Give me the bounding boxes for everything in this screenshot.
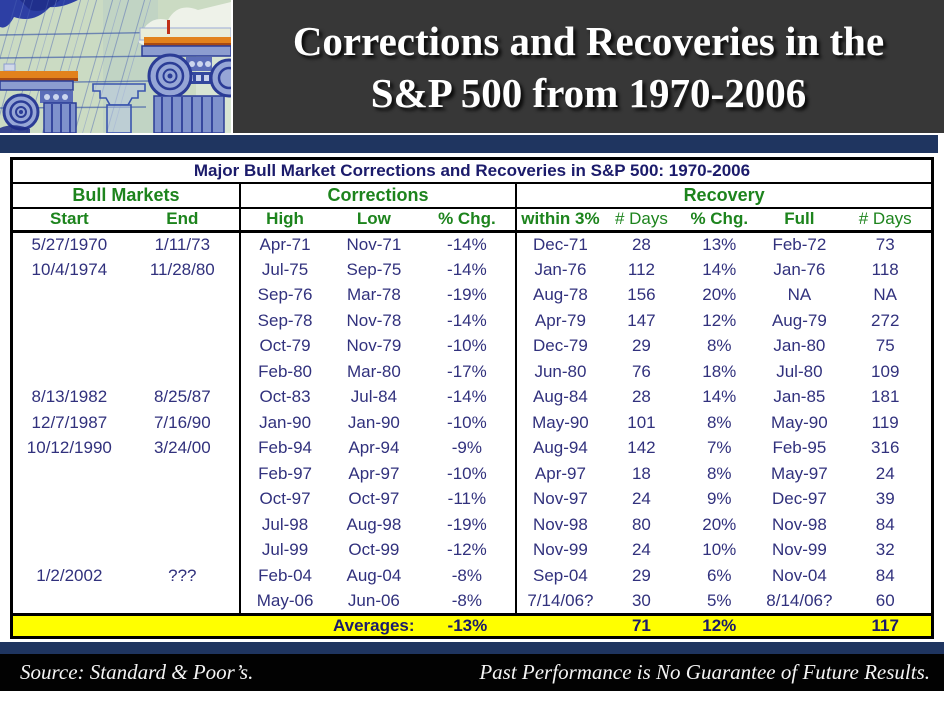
table-cell: 11/28/80 bbox=[126, 257, 240, 283]
classical-columns-icon bbox=[0, 0, 231, 133]
table-cell: Aug-94 bbox=[533, 438, 588, 458]
table-cell: 14% bbox=[702, 387, 737, 407]
table-group-header-row bbox=[12, 183, 933, 208]
table-cell: 8% bbox=[706, 463, 732, 483]
table-cell: 8/14/06? bbox=[766, 590, 833, 610]
column-header: Full bbox=[759, 208, 839, 232]
table-cell: Jul-75 bbox=[261, 259, 309, 279]
table-cell bbox=[12, 512, 126, 538]
table-cell: 39 bbox=[875, 489, 895, 509]
table-cell: 60 bbox=[875, 590, 895, 610]
table-cell: 18% bbox=[702, 361, 737, 381]
table-cell bbox=[126, 487, 240, 513]
table-row bbox=[12, 589, 933, 615]
averages-cell: -13% bbox=[419, 614, 517, 637]
table-cell: -9% bbox=[419, 436, 517, 462]
table-cell: Jun-80 bbox=[534, 361, 587, 381]
table-cell: Feb-72 bbox=[772, 235, 827, 254]
table-cell: Nov-99 bbox=[533, 540, 588, 560]
table-cell: Nov-98 bbox=[533, 514, 588, 534]
table-cell: 147 bbox=[627, 310, 656, 330]
table-cell: May-06 bbox=[256, 590, 314, 610]
column-header: within 3% bbox=[516, 208, 603, 232]
table-cell: Nov-71 bbox=[346, 235, 402, 254]
table-cell: Dec-71 bbox=[533, 235, 588, 254]
table-cell: Jun-06 bbox=[347, 590, 400, 610]
averages-cell: 117 bbox=[839, 614, 932, 637]
table-cell: 156 bbox=[627, 285, 656, 305]
table-cell: -17% bbox=[419, 359, 517, 385]
table-cell: -14% bbox=[419, 257, 517, 283]
table-cell: 32 bbox=[875, 540, 895, 560]
table-cell: -14% bbox=[419, 232, 517, 258]
averages-cell: 71 bbox=[604, 614, 680, 637]
table-cell: Oct-97 bbox=[259, 489, 311, 509]
table-title-row bbox=[12, 159, 933, 183]
table-cell: -10% bbox=[419, 410, 517, 436]
table-cell: 12/7/1987 bbox=[31, 412, 108, 432]
table-row bbox=[12, 385, 933, 411]
table-row bbox=[12, 461, 933, 487]
column-header: High bbox=[240, 208, 329, 232]
table-cell bbox=[126, 359, 240, 385]
table-cell: 181 bbox=[871, 387, 900, 407]
table-cell: 29 bbox=[631, 336, 651, 356]
table-cell: -12% bbox=[419, 538, 517, 564]
table-row bbox=[12, 487, 933, 513]
table-cell: Jan-85 bbox=[773, 387, 826, 407]
table-cell: 76 bbox=[631, 361, 651, 381]
table-cell: 10/4/1974 bbox=[31, 259, 108, 279]
table-cell bbox=[12, 487, 126, 513]
table-cell bbox=[126, 283, 240, 309]
table-cell: 80 bbox=[631, 514, 651, 534]
table-cell: Dec-97 bbox=[771, 489, 827, 509]
group-header: Corrections bbox=[240, 183, 516, 208]
table-cell: 24 bbox=[875, 463, 895, 483]
table-cell: May-90 bbox=[532, 412, 589, 432]
table-cell: -19% bbox=[419, 512, 517, 538]
table-cell: Sep-76 bbox=[257, 285, 313, 305]
table-cell: Apr-79 bbox=[534, 310, 586, 330]
table-cell: Nov-98 bbox=[771, 514, 827, 534]
table-cell bbox=[126, 461, 240, 487]
table-cell bbox=[12, 589, 126, 615]
column-header: # Days bbox=[604, 208, 680, 232]
table-cell: 8/13/1982 bbox=[31, 387, 108, 407]
table-cell: 142 bbox=[627, 438, 656, 458]
averages-cell bbox=[516, 614, 603, 637]
table-cell: -14% bbox=[419, 385, 517, 411]
table-cell: Jan-90 bbox=[259, 412, 312, 432]
table-cell: Aug-79 bbox=[771, 310, 827, 330]
table-column-header-row bbox=[12, 208, 933, 232]
table-cell: 9% bbox=[706, 489, 732, 509]
table-cell: 6% bbox=[706, 565, 732, 585]
averages-cell bbox=[126, 614, 240, 637]
source-text: Source: Standard & Poor’s. bbox=[20, 659, 254, 684]
table-cell: 7% bbox=[706, 438, 732, 458]
table-cell: 10/12/1990 bbox=[26, 438, 112, 458]
table-cell: 12% bbox=[702, 310, 737, 330]
footer bbox=[0, 654, 944, 691]
table-cell: Nov-97 bbox=[533, 489, 588, 509]
table-cell: 20% bbox=[702, 285, 737, 305]
column-header: Low bbox=[329, 208, 418, 232]
table-cell: Sep-75 bbox=[346, 259, 402, 279]
table-row bbox=[12, 538, 933, 564]
group-header: Bull Markets bbox=[12, 183, 240, 208]
table-cell: NA bbox=[873, 285, 898, 305]
table-cell: Jul-84 bbox=[350, 387, 398, 407]
table-cell: 20% bbox=[702, 514, 737, 534]
table-cell: -11% bbox=[419, 487, 517, 513]
table-cell: 28 bbox=[631, 235, 651, 254]
table-cell bbox=[12, 359, 126, 385]
table-cell: 1/11/73 bbox=[126, 232, 240, 258]
table-cell: Aug-98 bbox=[346, 514, 402, 534]
table-cell: NA bbox=[787, 285, 812, 305]
table-row bbox=[12, 512, 933, 538]
table-cell: Apr-97 bbox=[534, 463, 586, 483]
table-cell: 14% bbox=[702, 259, 737, 279]
table-cell: 118 bbox=[871, 259, 899, 279]
table-cell: 112 bbox=[627, 259, 655, 279]
table-cell: Apr-97 bbox=[348, 463, 400, 483]
table-cell bbox=[12, 461, 126, 487]
table-cell: Sep-04 bbox=[533, 565, 588, 585]
table-cell: 316 bbox=[871, 438, 900, 458]
column-header: End bbox=[126, 208, 240, 232]
table-cell: 5% bbox=[706, 590, 732, 610]
table-cell: Mar-78 bbox=[346, 285, 401, 305]
table-cell: Aug-78 bbox=[533, 285, 588, 305]
table-row bbox=[12, 410, 933, 436]
table-cell: 272 bbox=[871, 310, 900, 330]
header-navy-bar bbox=[0, 135, 938, 153]
table-cell: Apr-71 bbox=[259, 235, 311, 254]
table-row bbox=[12, 257, 933, 283]
table-cell: Feb-95 bbox=[772, 438, 827, 458]
corrections-recoveries-table bbox=[10, 157, 934, 639]
averages-row bbox=[12, 614, 933, 637]
table-cell: -8% bbox=[419, 563, 517, 589]
table-cell: 73 bbox=[875, 235, 895, 254]
table-cell: ??? bbox=[126, 563, 240, 589]
table-cell: Jul-80 bbox=[776, 361, 823, 381]
table-cell: 13% bbox=[702, 235, 737, 254]
table-cell bbox=[126, 334, 240, 360]
column-header: % Chg. bbox=[419, 208, 517, 232]
table-cell: 84 bbox=[875, 565, 895, 585]
table-cell: -19% bbox=[419, 283, 517, 309]
table-cell: 7/16/90 bbox=[126, 410, 240, 436]
table-row bbox=[12, 359, 933, 385]
table-cell: Nov-04 bbox=[771, 565, 827, 585]
table-row bbox=[12, 334, 933, 360]
table-cell: Feb-97 bbox=[258, 463, 312, 483]
table-cell: -14% bbox=[419, 308, 517, 334]
table-row bbox=[12, 308, 933, 334]
table-cell: Nov-79 bbox=[346, 336, 402, 356]
table-cell: 119 bbox=[871, 412, 899, 432]
column-header: Start bbox=[12, 208, 126, 232]
table-cell: Mar-80 bbox=[346, 361, 401, 381]
table-cell: 8/25/87 bbox=[126, 385, 240, 411]
table-cell: Feb-04 bbox=[258, 565, 312, 585]
table-cell: Jul-98 bbox=[261, 514, 309, 534]
table-cell bbox=[126, 589, 240, 615]
table-cell: 8% bbox=[706, 336, 732, 356]
table-cell: Nov-78 bbox=[346, 310, 402, 330]
footer-navy-bar bbox=[0, 642, 944, 654]
slide-title-line1: Corrections and Recoveries in the bbox=[292, 17, 885, 64]
table-cell: 84 bbox=[875, 514, 895, 534]
averages-cell: Averages: bbox=[329, 614, 418, 637]
table-row bbox=[12, 436, 933, 462]
table-cell bbox=[126, 512, 240, 538]
table-cell: Feb-94 bbox=[258, 438, 312, 458]
table-cell: 109 bbox=[871, 361, 900, 381]
table-cell: Jan-80 bbox=[773, 336, 826, 356]
table-cell: 24 bbox=[631, 489, 651, 509]
averages-cell bbox=[12, 614, 126, 637]
table-cell: May-90 bbox=[771, 412, 828, 432]
table-cell: Sep-78 bbox=[257, 310, 313, 330]
table-cell: 18 bbox=[631, 463, 651, 483]
table-cell: 28 bbox=[631, 387, 651, 407]
header bbox=[0, 0, 944, 133]
averages-cell: 12% bbox=[679, 614, 759, 637]
table-cell: Aug-84 bbox=[533, 387, 588, 407]
table-cell: Jan-90 bbox=[347, 412, 400, 432]
table-row bbox=[12, 283, 933, 309]
columns-artwork bbox=[0, 0, 231, 133]
table-cell: 29 bbox=[631, 565, 651, 585]
table-cell: 1/2/2002 bbox=[36, 565, 103, 585]
table-cell: 10% bbox=[702, 540, 737, 560]
title-banner bbox=[233, 0, 944, 133]
group-header: Recovery bbox=[516, 183, 932, 208]
column-header: % Chg. bbox=[679, 208, 759, 232]
table-cell: Aug-04 bbox=[346, 565, 402, 585]
table-row bbox=[12, 232, 933, 258]
table-cell: Jan-76 bbox=[773, 259, 826, 279]
table-cell: Oct-97 bbox=[348, 489, 400, 509]
table-cell bbox=[12, 283, 126, 309]
table-cell: 3/24/00 bbox=[126, 436, 240, 462]
table-cell bbox=[126, 538, 240, 564]
slide-title-line2: S&P 500 from 1970-2006 bbox=[370, 69, 807, 116]
table-row bbox=[12, 563, 933, 589]
table-cell: Jul-99 bbox=[261, 540, 309, 560]
table-cell: 5/27/1970 bbox=[31, 235, 108, 254]
table-cell: 30 bbox=[631, 590, 651, 610]
table-cell: Oct-79 bbox=[259, 336, 311, 356]
table-cell: 8% bbox=[706, 412, 732, 432]
table-cell: -10% bbox=[419, 461, 517, 487]
table-cell: -8% bbox=[419, 589, 517, 615]
table-cell: May-97 bbox=[771, 463, 828, 483]
table-cell: 7/14/06? bbox=[527, 590, 594, 610]
table-cell: Jan-76 bbox=[534, 259, 587, 279]
table-cell bbox=[12, 334, 126, 360]
table-cell: Oct-83 bbox=[259, 387, 311, 407]
table-title: Major Bull Market Corrections and Recoveries in S&P 500: 1970-2006 bbox=[12, 159, 933, 183]
table-cell: Nov-99 bbox=[771, 540, 827, 560]
table-cell: 75 bbox=[875, 336, 895, 356]
table-cell: 24 bbox=[631, 540, 651, 560]
table-cell: Apr-94 bbox=[348, 438, 400, 458]
column-header: # Days bbox=[839, 208, 932, 232]
table-cell: Feb-80 bbox=[258, 361, 312, 381]
table-cell bbox=[12, 538, 126, 564]
table-container bbox=[10, 157, 934, 639]
averages-cell bbox=[759, 614, 839, 637]
averages-cell bbox=[240, 614, 329, 637]
table-cell bbox=[12, 308, 126, 334]
table-cell: -10% bbox=[419, 334, 517, 360]
table-cell bbox=[126, 308, 240, 334]
table-cell: 101 bbox=[627, 412, 656, 432]
table-cell: Dec-79 bbox=[533, 336, 588, 356]
table-cell: Oct-99 bbox=[348, 540, 400, 560]
disclaimer-text: Past Performance is No Guarantee of Future Results. bbox=[479, 659, 930, 684]
